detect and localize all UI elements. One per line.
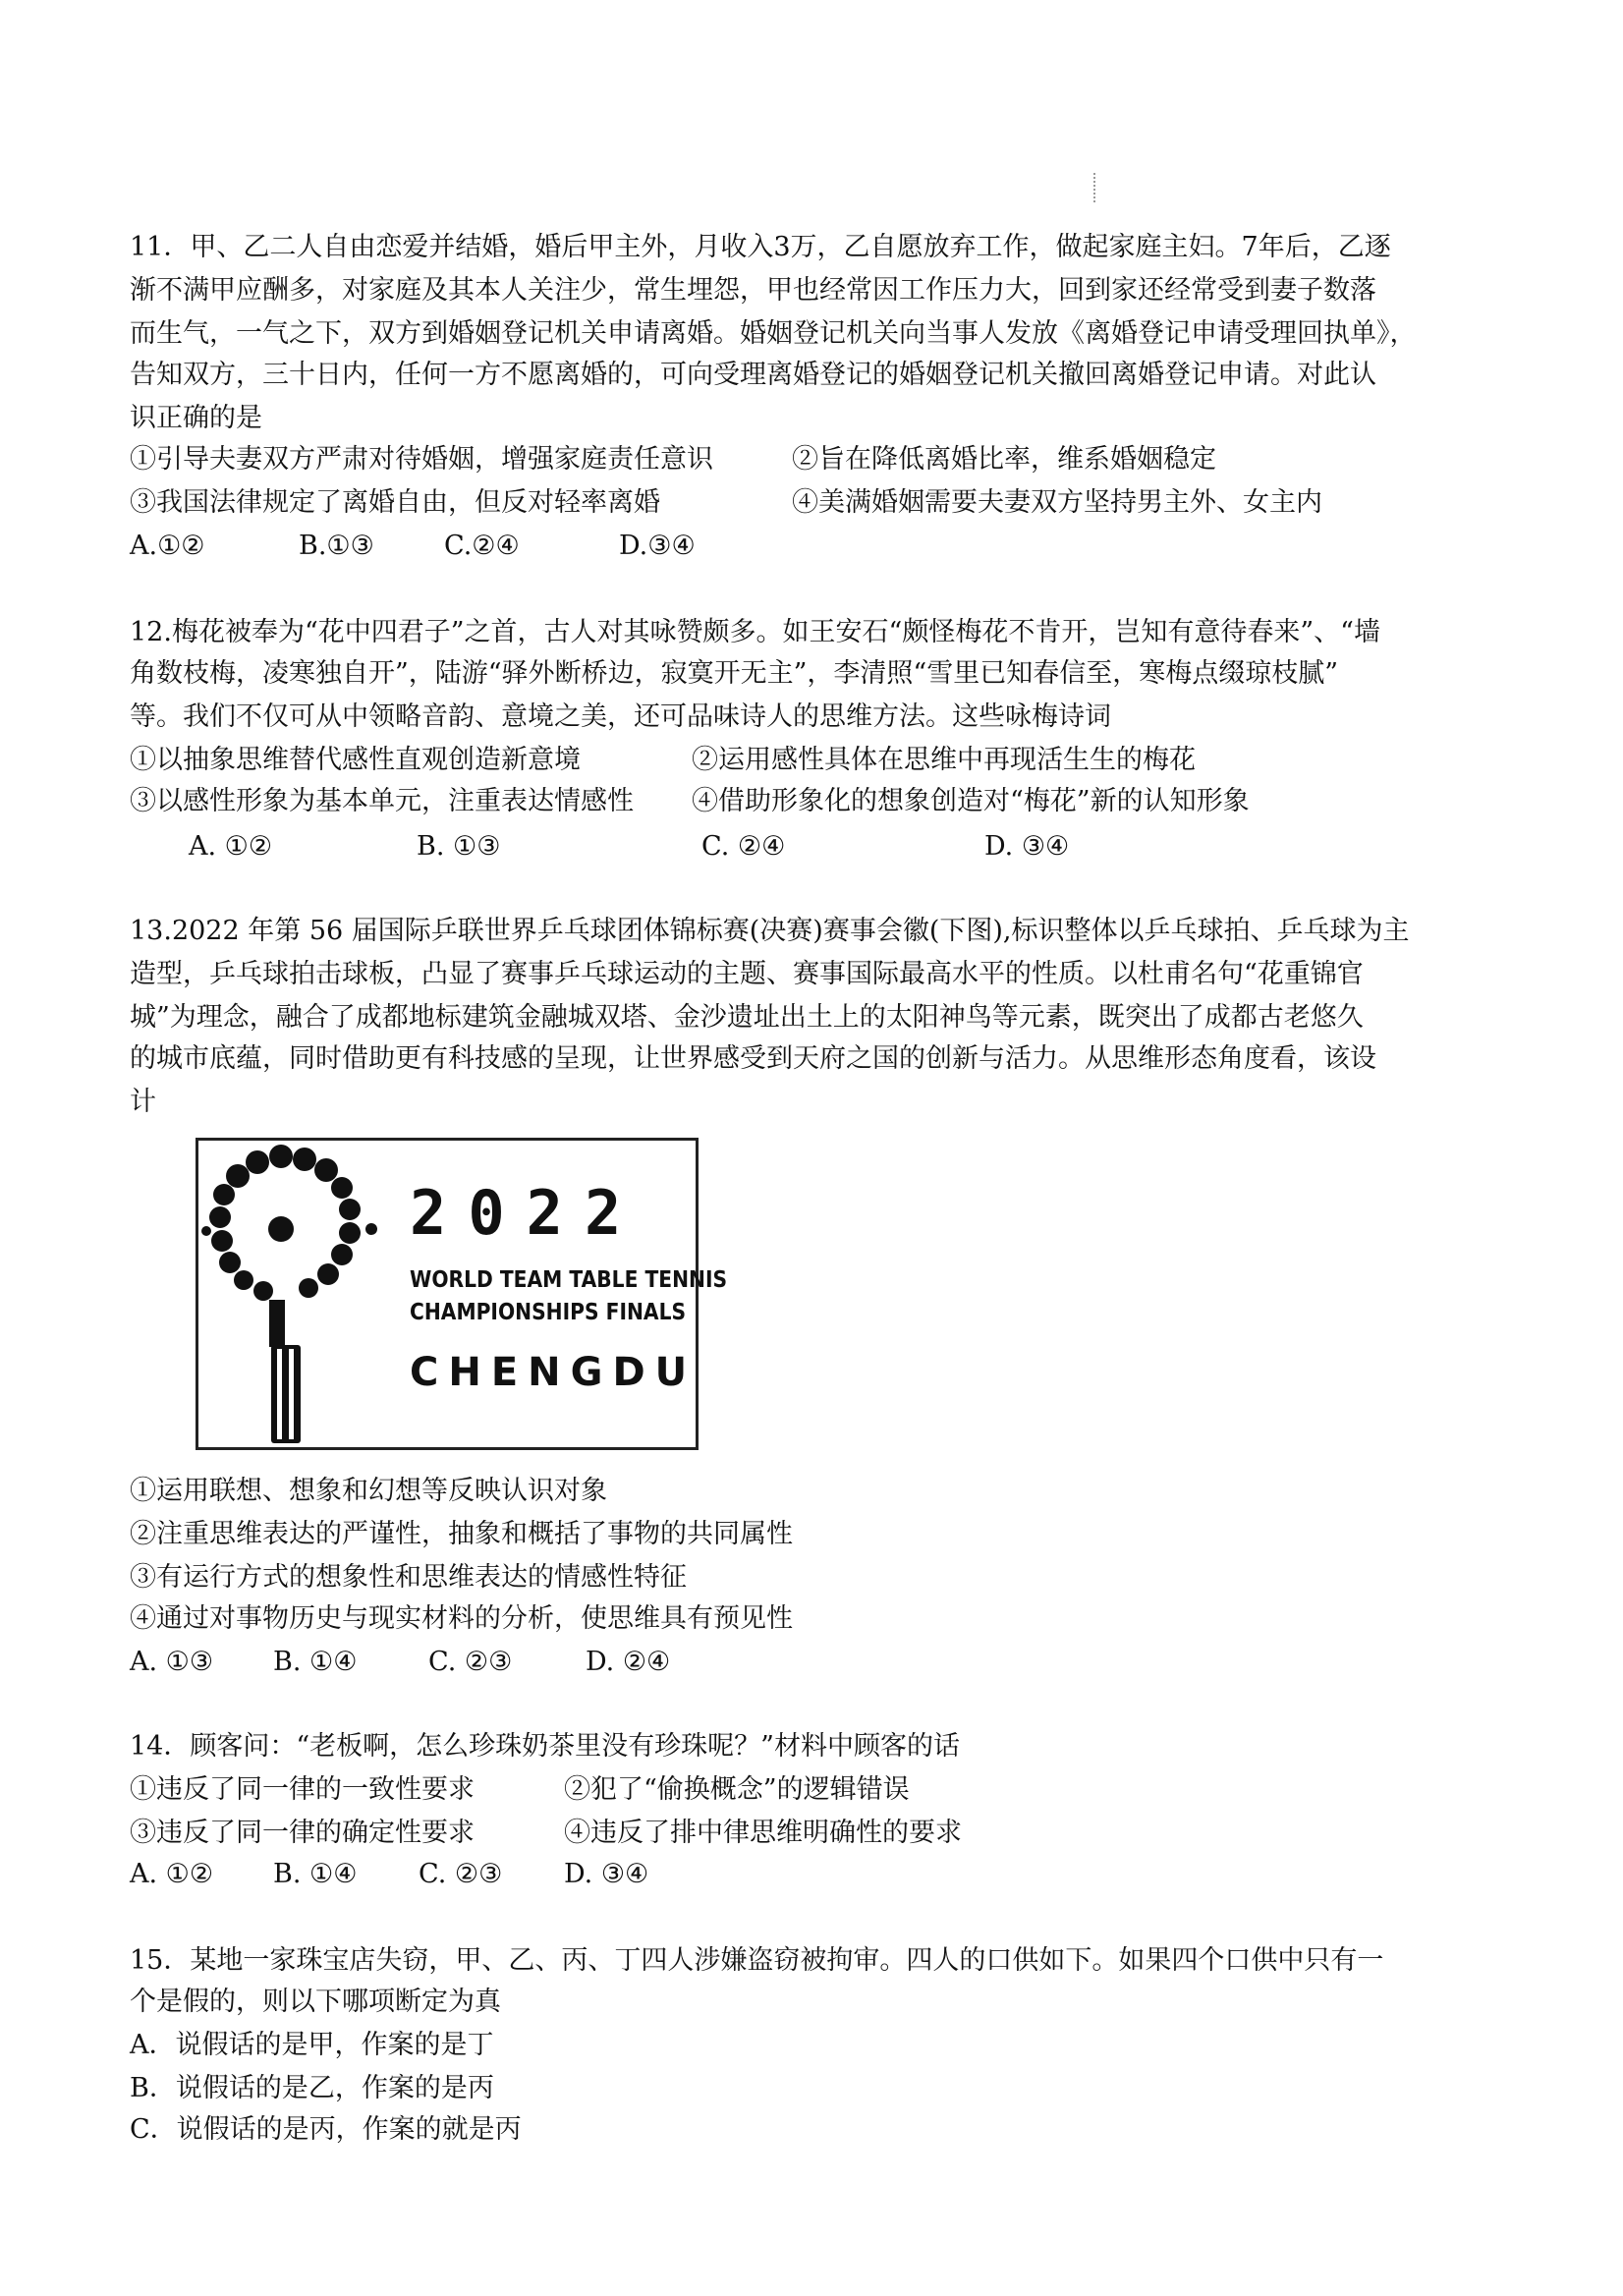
emblem-line-1: WORLD TEAM TABLE TENNIS bbox=[410, 1267, 728, 1293]
q11-answer-b: B.①③ bbox=[299, 531, 374, 561]
q13-line-2: 造型，乒乓球拍击球板，凸显了赛事乒乓球运动的主题、赛事国际最高水平的性质。以杜甫名句“花重锦官 bbox=[130, 959, 1364, 989]
q13-line-4: 的城市底蕴，同时借助更有科技感的呈现，让世界感受到天府之国的创新与活力。从思维形态角度看，该设 bbox=[130, 1043, 1376, 1074]
q15-line-2: 个是假的，则以下哪项断定为真 bbox=[130, 1987, 501, 2017]
q13-option-1: ①运用联想、想象和幻想等反映认识对象 bbox=[130, 1476, 607, 1506]
q13-option-3: ③有运行方式的想象性和思维表达的情感性特征 bbox=[130, 1562, 687, 1593]
q13-answer-c: C. ②③ bbox=[428, 1647, 513, 1677]
page-marker bbox=[1093, 173, 1095, 202]
q11-line-3: 而生气，一气之下，双方到婚姻登记机关申请离婚。婚姻登记机关向当事人发放《离婚登记申请受理回执单》， bbox=[130, 318, 1417, 349]
q11-line-4: 告知双方，三十日内，任何一方不愿离婚的，可向受理离婚登记的婚姻登记机关撤回离婚登记申请。对此认 bbox=[130, 360, 1376, 390]
q13-option-2: ②注重思维表达的严谨性，抽象和概括了事物的共同属性 bbox=[130, 1519, 793, 1549]
q13-answer-d: D. ②④ bbox=[586, 1647, 671, 1677]
q12-option-4: ④借助形象化的想象创造对“梅花”新的认知形象 bbox=[692, 786, 1250, 816]
q12-answer-b: B. ①③ bbox=[417, 831, 501, 862]
emblem-year: 2022 bbox=[410, 1177, 644, 1249]
q14-answer-c: C. ②③ bbox=[419, 1859, 503, 1889]
q12-answer-d: D. ③④ bbox=[984, 831, 1070, 862]
q14-answer-b: B. ①④ bbox=[273, 1859, 358, 1889]
q13-line-3: 城”为理念，融合了成都地标建筑金融城双塔、金沙遗址出土上的太阳神鸟等元素，既突出了成都古老悠久 bbox=[130, 1002, 1364, 1033]
q14-option-2: ②犯了“偷换概念”的逻辑错误 bbox=[564, 1774, 910, 1805]
emblem-city: CHENGDU bbox=[410, 1350, 698, 1395]
q11-option-3: ③我国法律规定了离婚自由，但反对轻率离婚 bbox=[130, 487, 660, 518]
q14-line-1: 14．顾客问：“老板啊，怎么珍珠奶茶里没有珍珠呢？”材料中顾客的话 bbox=[130, 1731, 960, 1762]
q14-answer-a: A. ①② bbox=[130, 1859, 214, 1889]
q15-line-1: 15．某地一家珠宝店失窃，甲、乙、丙、丁四人涉嫌盗窃被拘审。四人的口供如下。如果四个口供中只有一 bbox=[130, 1945, 1384, 1976]
q14-option-1: ①违反了同一律的一致性要求 bbox=[130, 1774, 475, 1805]
q13-line-5: 计 bbox=[130, 1087, 156, 1117]
q13-option-4: ④通过对事物历史与现实材料的分析，使思维具有预见性 bbox=[130, 1603, 793, 1634]
q15-option-b: B．说假话的是乙，作案的是丙 bbox=[130, 2073, 494, 2103]
q11-answer-d: D.③④ bbox=[619, 531, 696, 561]
q11-option-4: ④美满婚姻需要夫妻双方坚持男主外、女主内 bbox=[792, 487, 1322, 518]
q15-option-a: A．说假话的是甲，作案的是丁 bbox=[130, 2030, 494, 2060]
q11-answer-a: A.①② bbox=[130, 531, 205, 561]
q12-option-2: ②运用感性具体在思维中再现活生生的梅花 bbox=[692, 745, 1196, 775]
q13-line-1: 13.2022 年第 56 届国际乒联世界乒乓球团体锦标赛(决赛)赛事会徽(下图),标识整体以乒乓球拍、乒乓球为主 bbox=[130, 916, 1410, 946]
championship-emblem-image bbox=[196, 1138, 728, 1450]
q12-line-2: 角数枝梅，凌寒独自开”，陆游“驿外断桥边，寂寞开无主”，李清照“雪里已知春信至，寒梅点缀琼枝腻” bbox=[130, 658, 1339, 689]
q15-option-c: C．说假话的是丙，作案的就是丙 bbox=[130, 2114, 522, 2145]
emblem-line-2: CHAMPIONSHIPS FINALS bbox=[410, 1300, 687, 1325]
q12-line-1: 12.梅花被奉为“花中四君子”之首，古人对其咏赞颇多。如王安石“颇怪梅花不肯开，岂知有意待春来”、“墙 bbox=[130, 617, 1380, 647]
q14-answer-d: D. ③④ bbox=[564, 1859, 649, 1889]
q12-answer-c: C. ②④ bbox=[701, 831, 786, 862]
q11-option-2: ②旨在降低离婚比率，维系婚姻稳定 bbox=[792, 444, 1216, 475]
q12-option-1: ①以抽象思维替代感性直观创造新意境 bbox=[130, 745, 581, 775]
q14-option-4: ④违反了排中律思维明确性的要求 bbox=[564, 1818, 962, 1848]
q13-answer-b: B. ①④ bbox=[273, 1647, 358, 1677]
q11-line-1: 11．甲、乙二人自由恋爱并结婚，婚后甲主外，月收入3万，乙自愿放弃工作，做起家庭主妇。7年后，乙逐 bbox=[130, 232, 1391, 262]
q11-answer-c: C.②④ bbox=[444, 531, 520, 561]
q12-line-3: 等。我们不仅可从中领略音韵、意境之美，还可品味诗人的思维方法。这些咏梅诗词 bbox=[130, 701, 1111, 732]
q11-option-1: ①引导夫妻双方严肃对待婚姻，增强家庭责任意识 bbox=[130, 444, 713, 475]
q13-answer-a: A. ①③ bbox=[130, 1647, 214, 1677]
q14-option-3: ③违反了同一律的确定性要求 bbox=[130, 1818, 475, 1848]
q11-line-2: 渐不满甲应酬多，对家庭及其本人关注少，常生埋怨，甲也经常因工作压力大，回到家还经常受到妻子数落 bbox=[130, 275, 1376, 306]
q11-line-5: 识正确的是 bbox=[130, 403, 262, 433]
q12-answer-a: A. ①② bbox=[189, 831, 273, 862]
q12-option-3: ③以感性形象为基本单元，注重表达情感性 bbox=[130, 786, 634, 816]
